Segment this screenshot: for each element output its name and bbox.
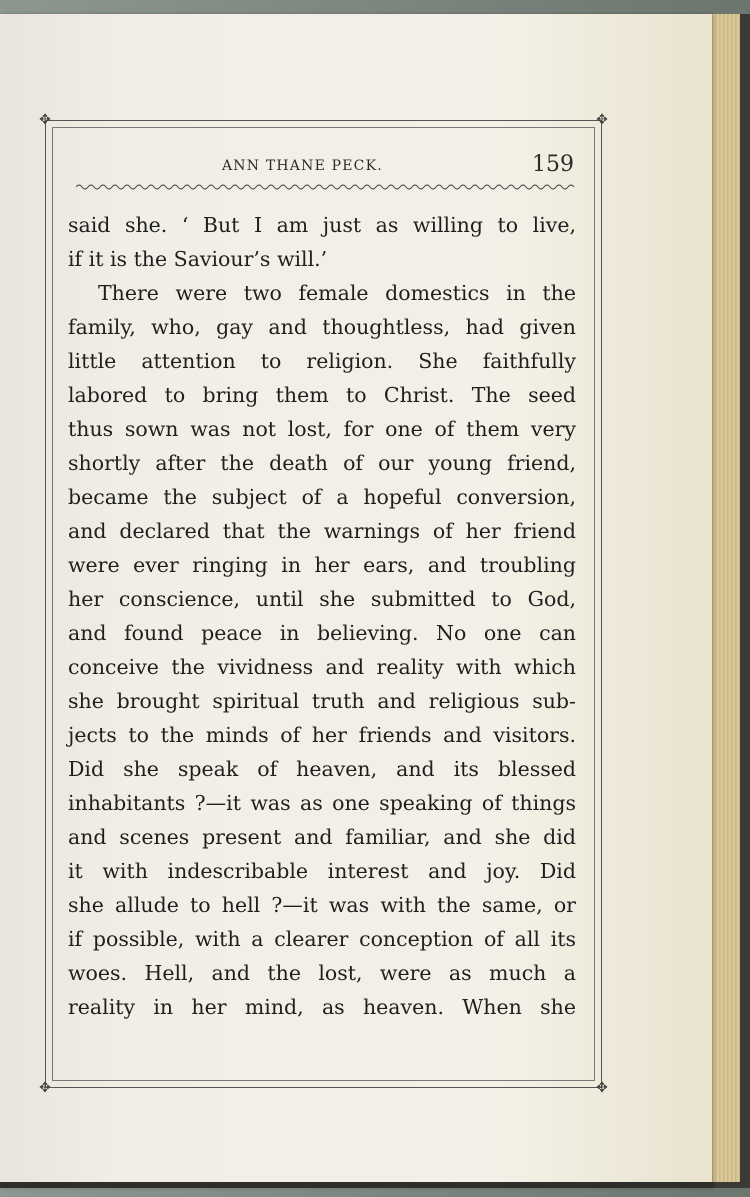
text-line: conceive the vividness and reality with which	[68, 655, 576, 679]
text-line: thus sown was not lost, for one of them very	[68, 417, 576, 441]
text-line: and found peace in believing. No one can	[68, 621, 576, 645]
text-line: she brought spiritual truth and religious sub-	[68, 689, 576, 713]
text-line: and scenes present and familiar, and she did	[68, 825, 576, 849]
text-line: inhabitants ?—it was as one speaking of things	[68, 791, 576, 815]
text-line: shortly after the death of our young friend,	[68, 451, 576, 475]
text-line: it with indescribable interest and joy. Did	[68, 859, 576, 883]
text-line: if possible, with a clearer conception of all its	[68, 927, 576, 951]
page-number: 159	[532, 152, 574, 177]
corner-ornament-icon: ✥	[596, 1080, 608, 1096]
text-line: little attention to religion. She faithfully	[68, 349, 576, 373]
text-line: Did she speak of heaven, and its blessed	[68, 757, 576, 781]
text-line: woes. Hell, and the lost, were as much a	[68, 961, 576, 985]
corner-ornament-icon: ✥	[39, 1080, 51, 1096]
corner-ornament-icon: ✥	[39, 112, 51, 128]
text-line: There were two female domestics in the	[98, 281, 576, 305]
text-line: were ever ringing in her ears, and troubling	[68, 553, 576, 577]
corner-ornament-icon: ✥	[596, 112, 608, 128]
text-line: became the subject of a hopeful conversion,	[68, 485, 576, 509]
text-line: jects to the minds of her friends and visitors.	[68, 723, 576, 747]
text-line: labored to bring them to Christ. The seed	[68, 383, 576, 407]
text-line: reality in her mind, as heaven. When she	[68, 995, 576, 1019]
running-title: ANN THANE PECK.	[222, 158, 383, 174]
wavy-rule-divider	[76, 182, 576, 192]
text-line: and declared that the warnings of her friend	[68, 519, 576, 543]
text-line: she allude to hell ?—it was with the same, or	[68, 893, 576, 917]
text-line: if it is the Saviour’s will.’	[68, 247, 328, 271]
text-line: her conscience, until she submitted to God,	[68, 587, 576, 611]
body-text	[68, 208, 576, 1024]
text-line: family, who, gay and thoughtless, had given	[68, 315, 576, 339]
text-line: said she. ‘ But I am just as willing to live,	[68, 213, 576, 237]
